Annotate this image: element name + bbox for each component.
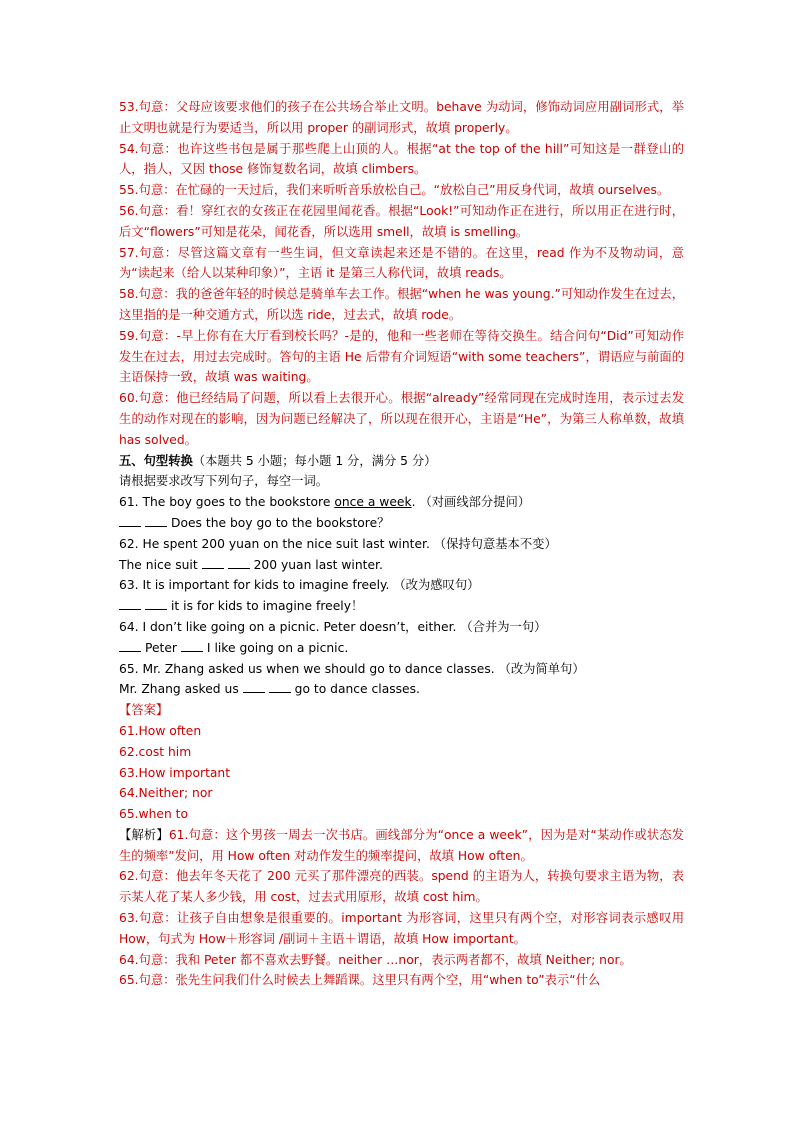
explanation-58: 58.句意：我的爸爸年轻的时候总是骑单车去工作。根据“when he was young.”可知动作发生在过去，这里指的是一种交通方式，所以选 ride，过去式，故填 rode。 [119,287,684,322]
explanation-59: 59.句意：-早上你有在大厅看到校长吗？-是的，他和一些老师在等待交换生。结合问句“Did”可知动作发生在过去，用过去完成时。答句的主语 He 后带有介词短语“with some teachers”，谓语应与前面的主语保持一致，故填 was waiting。 [119,328,684,385]
blank [119,596,141,610]
question-64-answer-line: Peter I like going on a picnic. [119,638,684,659]
question-65-answer-line: Mr. Zhang asked us go to dance classes. [119,679,684,700]
explanation-63: 63.句意：让孩子自由想象是很重要的。important 为形容词，这里只有两个空，对形容词表示感叹用 How，句式为 How＋形容词 /副词＋主语＋谓语，故填 How important。 [119,911,684,946]
blank [269,679,291,693]
question-62-answer-line: The nice suit 200 yuan last winter. [119,555,684,576]
explanation-62: 62.句意：他去年冬天花了 200 元买了那件漂亮的西装。spend 的主语为人，转换句要求主语为物，表示某人花了某人多少钱，用 cost，过去式用原形，故填 cost him。 [119,869,684,905]
answer-heading: 【答案】 [119,703,169,718]
blank [228,555,250,569]
answer-61: 61.How often [119,723,202,738]
section-instruction: 请根据要求改写下列句子，每空一词。 [119,474,329,489]
blank [119,638,141,652]
explanation-55: 55.句意：在忙碌的一天过后，我们来听听音乐放松自己。“放松自己”用反身代词，故填 ourselves。 [119,183,670,198]
question-63: 63. It is important for kids to imagine freely. （改为感叹句） [119,578,480,593]
question-63-answer-line: it is for kids to imagine freely！ [119,596,684,617]
explanation-54: 54.句意：也许这些书包是属于那些爬上山顶的人。根据“at the top of the hill”可知这是一群登山的人，指人，又因 those 修饰复数名词，故填 climbers。 [119,141,684,177]
explanation-61: 【解析】61.句意：这个男孩一周去一次书店。画线部分为“once a week”，因为是对“某动作或状态发生的频率”发问，用 How often 对动作发生的频率提问，故填 How often。 [119,827,684,863]
analysis-label: 【解析】 [119,827,169,842]
blank [243,679,265,693]
explanation-65: 65.句意：张先生问我们什么时候去上舞蹈课。这里只有两个空，用“when to”表示“什么 [119,973,601,988]
blank [119,513,141,527]
section-heading [119,451,684,472]
answer-62: 62.cost him [119,744,192,759]
blank [145,596,167,610]
question-61: 61. The boy goes to the bookstore once a week. （对画线部分提问） [119,495,531,510]
explanation-56: 56.句意：看！穿红衣的女孩正在花园里闻花香。根据“Look!”可知动作正在进行，所以用正在进行时，后文“flowers”可知是花朵，闻花香，所以选用 smell，故填 is smelling。 [119,203,684,239]
blank [145,513,167,527]
explanation-57: 57.句意：尽管这篇文章有一些生词，但文章读起来还是不错的。在这里，read 作为不及物动词，意为“读起来（给人以某种印象）”，主语 it 是第三人称代词，故填 reads。 [119,245,684,281]
answer-64: 64.Neither; nor [119,786,213,801]
question-65: 65. Mr. Zhang asked us when we should go to dance classes. （改为简单句） [119,661,585,676]
question-62: 62. He spent 200 yuan on the nice suit last winter. （保持句意基本不变） [119,536,557,551]
blank [181,638,203,652]
blank [202,555,224,569]
explanation-60: 60.句意：他已经结局了问题，所以看上去很开心。根据“already”经常同现在完成时连用，表示过去发生的动作对现在的影响，因为问题已经解决了，所以现在很开心，主语是“He”，为第三人称单数，故填 has solved。 [119,391,684,447]
section-title: 五、句型转换 [119,453,193,468]
question-61-answer-line: Does the boy go to the bookstore？ [119,513,684,534]
explanation-64: 64.句意：我和 Peter 都不喜欢去野餐。neither …nor，表示两者都不，故填 Neither; nor。 [119,952,632,967]
page-content [119,97,684,991]
question-64: 64. I don’t like going on a picnic. Peter doesn’t，either. （合并为一句） [119,619,547,634]
answer-65: 65.when to [119,807,189,822]
section-meta: （本题共 5 小题；每小题 1 分，满分 5 分） [192,453,437,468]
answer-63: 63.How important [119,765,231,780]
underlined-phrase: once a week [334,495,412,510]
explanation-53: 53.句意：父母应该要求他们的孩子在公共场合举止文明。behave 为动词，修饰动词应用副词形式，举止文明也就是行为要适当，所以用 proper 的副词形式，故填 properly。 [119,100,684,135]
